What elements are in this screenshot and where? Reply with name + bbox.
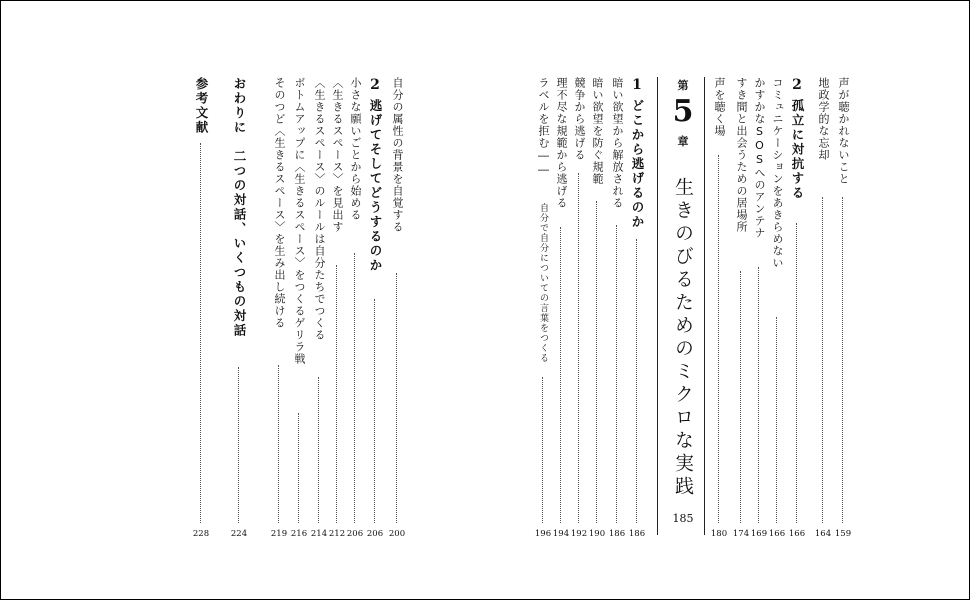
leader-dots bbox=[636, 239, 637, 523]
toc-section-heading bbox=[365, 77, 385, 537]
leader-dots bbox=[354, 253, 355, 523]
toc-entry-page: 166 bbox=[768, 529, 786, 539]
toc-entry-page: 180 bbox=[710, 529, 728, 539]
toc-entry-page: 206 bbox=[346, 529, 364, 539]
toc-entry-page: 174 bbox=[732, 529, 750, 539]
leader-dots bbox=[318, 377, 319, 523]
chapter-number: 5 bbox=[672, 94, 694, 129]
leader-dots bbox=[278, 365, 279, 523]
leader-dots bbox=[796, 223, 797, 523]
leader-dots bbox=[842, 197, 843, 523]
leader-dots bbox=[560, 227, 561, 523]
toc-entry bbox=[387, 77, 407, 537]
toc-entry-references bbox=[191, 77, 211, 537]
toc-entry-title: ラベルを拒む―― bbox=[537, 77, 550, 177]
toc-section-heading bbox=[787, 77, 807, 537]
toc-entry bbox=[607, 77, 627, 537]
toc-entry bbox=[587, 77, 607, 537]
toc-entry bbox=[345, 77, 365, 537]
toc-entry-title: かすかなSOSへのアンテナ bbox=[753, 77, 766, 239]
toc-entry-page: 194 bbox=[552, 529, 570, 539]
chapter-rule bbox=[657, 77, 658, 535]
leader-dots bbox=[718, 155, 719, 523]
toc-entry-page: 200 bbox=[388, 529, 406, 539]
toc-entry-page: 212 bbox=[328, 529, 346, 539]
toc-entry-title: ボトムアップに〈生きるスペース〉をつくるゲリラ戦 bbox=[293, 77, 306, 365]
toc-entry-title: 理不尽な規範から逃げる bbox=[555, 77, 568, 209]
toc-entry bbox=[551, 77, 571, 537]
toc-entry-title: 小さな願いごとから始める bbox=[349, 77, 362, 221]
chapter-title: 生きのびるためのミクロな実践 bbox=[672, 177, 694, 499]
toc-entry-title: すき間と出会うための居場所 bbox=[735, 77, 748, 233]
toc-entry-title: 〈生きるスペース〉を見出す bbox=[331, 77, 344, 233]
toc-entry bbox=[813, 77, 833, 537]
section-number: 2 bbox=[370, 77, 380, 93]
leader-dots bbox=[396, 273, 397, 523]
toc-entry-title: 競争から逃げる bbox=[573, 77, 586, 161]
leader-dots bbox=[596, 201, 597, 523]
toc-entry bbox=[767, 77, 787, 537]
leader-dots bbox=[740, 271, 741, 523]
leader-dots bbox=[578, 173, 579, 523]
toc-entry bbox=[327, 77, 347, 537]
leader-dots bbox=[200, 143, 201, 523]
toc-section-title: 孤立に対抗する bbox=[790, 99, 805, 201]
toc-entry bbox=[569, 77, 589, 537]
toc-entry bbox=[289, 77, 309, 537]
chapter-heading bbox=[663, 77, 703, 537]
toc-entry-page: 159 bbox=[834, 529, 852, 539]
toc-entry-title: 声が聴かれないこと bbox=[837, 77, 850, 185]
toc-entry-page: 186 bbox=[628, 529, 646, 539]
toc-entry-page: 164 bbox=[814, 529, 832, 539]
toc-entry-page: 190 bbox=[588, 529, 606, 539]
toc-entry-page: 192 bbox=[570, 529, 588, 539]
leader-dots bbox=[542, 377, 543, 523]
leader-dots bbox=[758, 267, 759, 523]
toc-entry-subtitle: 自分で自分についての言葉をつくる bbox=[538, 203, 548, 363]
toc-entry-page: 214 bbox=[310, 529, 328, 539]
toc-entry-page: 228 bbox=[192, 529, 210, 539]
section-number: 2 bbox=[792, 77, 802, 93]
toc-entry-page: 169 bbox=[750, 529, 768, 539]
leader-dots bbox=[298, 413, 299, 523]
leader-dots bbox=[374, 299, 375, 523]
toc-entry bbox=[749, 77, 769, 537]
toc-entry bbox=[709, 77, 729, 537]
leader-dots bbox=[616, 225, 617, 523]
toc-entry bbox=[269, 77, 289, 537]
toc-entry-title: 自分の属性の背景を自覚する bbox=[391, 77, 404, 233]
toc-entry-title: おわりに 二つの対話、いくつもの対話 bbox=[232, 77, 247, 338]
toc-entry-title: そのつど〈生きるスペース〉を生み出し続ける bbox=[273, 77, 286, 329]
toc-entry-page: 196 bbox=[534, 529, 552, 539]
chapter-suffix: 章 bbox=[677, 135, 689, 148]
toc-entry bbox=[833, 77, 853, 537]
toc-entry-title: 声を聴く場 bbox=[713, 77, 726, 137]
toc-entry-page: 224 bbox=[230, 529, 248, 539]
toc-entry-title: コミュニケーションをあきらめない bbox=[771, 77, 784, 269]
chapter-prefix: 第 bbox=[677, 79, 689, 92]
toc-entry-title: 地政学的な忘却 bbox=[817, 77, 830, 161]
toc-entry bbox=[309, 77, 329, 537]
toc-entry-title: 参考文献 bbox=[194, 77, 209, 135]
leader-dots bbox=[776, 317, 777, 523]
toc-entry-title: 暗い欲望を防ぐ規範 bbox=[591, 77, 604, 185]
leader-dots bbox=[238, 367, 239, 523]
toc-entry-page: 219 bbox=[270, 529, 288, 539]
chapter-page: 185 bbox=[672, 512, 694, 525]
toc-entry bbox=[731, 77, 751, 537]
leader-dots bbox=[822, 197, 823, 523]
toc-entry-title: 〈生きるスペース〉のルールは自分たちでつくる bbox=[313, 77, 326, 341]
section-number: 1 bbox=[632, 77, 642, 93]
chapter-rule bbox=[704, 77, 705, 535]
toc-entry-page: 166 bbox=[788, 529, 806, 539]
toc-entry-title: 暗い欲望から解放される bbox=[611, 77, 624, 209]
toc-entry-afterword bbox=[229, 77, 249, 537]
toc-section-title: 逃げてそしてどうするのか bbox=[368, 99, 383, 273]
toc-section-heading bbox=[627, 77, 647, 537]
leader-dots bbox=[336, 265, 337, 523]
toc-entry bbox=[533, 77, 553, 537]
toc-section-title: どこから逃げるのか bbox=[630, 99, 645, 230]
toc-entry-page: 186 bbox=[608, 529, 626, 539]
toc-entry-page: 216 bbox=[290, 529, 308, 539]
toc-entry-page: 206 bbox=[366, 529, 384, 539]
